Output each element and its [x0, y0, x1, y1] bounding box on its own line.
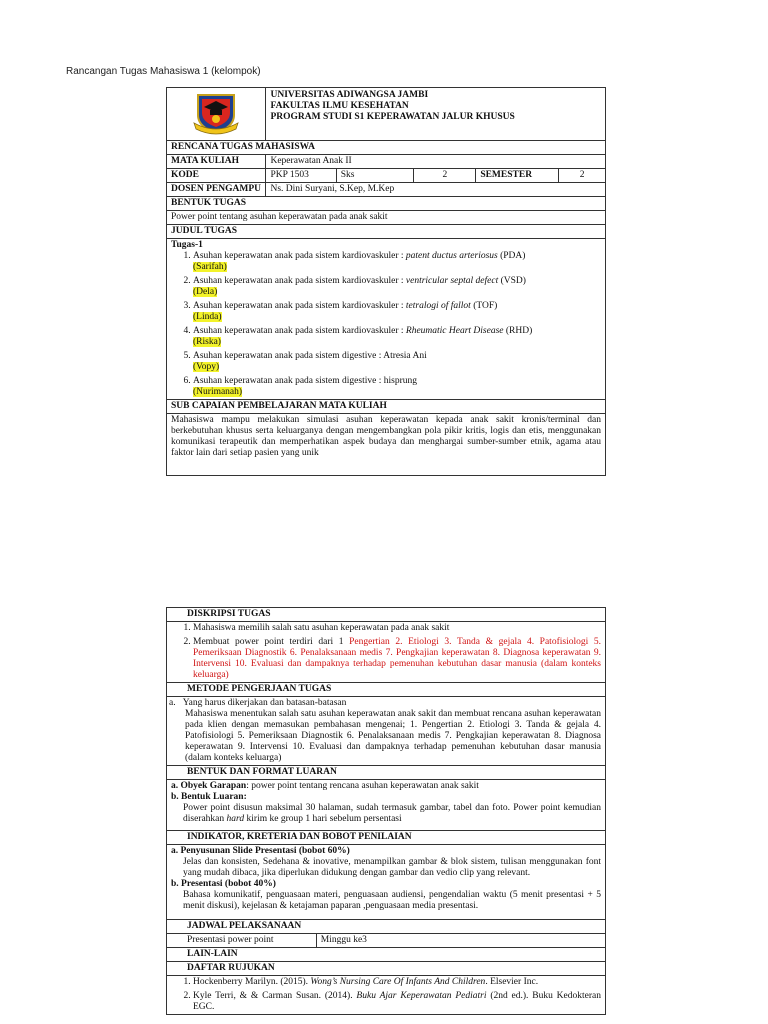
reference-list: [167, 976, 606, 1015]
judul-tugas-heading: JUDUL TUGAS: [167, 225, 606, 239]
mata-kuliah-label: MATA KULIAH: [167, 155, 266, 169]
university-header: [266, 88, 606, 141]
university-name: UNIVERSITAS ADIWANGSA JAMBI: [270, 90, 429, 100]
task-item: 3. Asuhan keperawatan anak pada sistem kardiovaskuler : tetralogi of fallot (TOF) (Linda): [193, 301, 601, 323]
lain-heading: LAIN-LAIN: [167, 948, 606, 962]
deskripsi-red-text: Pengertian 2. Etiologi 3. Tanda & gejala 4. Patofisiologi 5. Pemeriksaan Diagnostik 6. Penalaksanaan medis 7. Pengkajian keperawatan 8. Diagnosa keperawatan 9. Intervensi 10. Evaluasi dan dampaknya terhadap pemenuhan kebutuhan dasar manusia (dalam konteks keluarga): [193, 637, 601, 680]
daftar-rujukan-heading: DAFTAR RUJUKAN: [167, 962, 606, 976]
jadwal-heading: JADWAL PELAKSANAAN: [167, 920, 606, 934]
indikator-text: a. Penyusunan Slide Presentasi (bobot 60%) Jelas dan konsisten, Sedehana & inovative, menampilkan gambar & blok sistem, tulisan menggunakan font yang mudah dibaca, jika diperlukan didukung dengan gambar dan vedio clip yang relevant. b. Presentasi (bobot 40%) Bahasa komunikatif, penguasaan materi, penguasaan audiensi, pengendalian waktu (5 menit presentasi + 5 menit diskusi), kejelasan & ketajaman paparan ,penguasaan media presentasi.: [167, 845, 606, 920]
sub-cp-text: Mahasiswa mampu melakukan simulasi asuhan keperawatan kepada anak sakit kronis/terminal dan berkebutuhan khusus serta keluarganya dengan mengembangkan pola pikir kritis, logis dan etis, menggunakan komunikasi terapeutik dan memperhatikan aspek budaya dan menghargai sumber-sumber etnik, agama atau faktor lain dari setiap pasien yang unik: [167, 414, 606, 476]
task-student-name: (Nurimanah): [193, 387, 243, 397]
indikator-heading: INDIKATOR, KRETERIA DAN BOBOT PENILAIAN: [167, 831, 606, 845]
deskripsi-list: [167, 622, 606, 683]
rencana-heading: RENCANA TUGAS MAHASISWA: [167, 141, 606, 155]
assignment-detail-table: [166, 607, 606, 1015]
task-student-name: (Sarifah): [193, 262, 227, 272]
sub-cp-heading: SUB CAPAIAN PEMBELAJARAN MATA KULIAH: [167, 400, 606, 414]
page-title: Rancangan Tugas Mahasiswa 1 (kelompok): [66, 66, 261, 77]
task-student-name: (Riska): [193, 337, 221, 347]
bentuk-format-heading: BENTUK DAN FORMAT LUARAN: [167, 766, 606, 780]
faculty-name: FAKULTAS ILMU KESEHATAN: [270, 101, 409, 111]
deskripsi-item: 2. Membuat power point terdiri dari 1 Pengertian 2. Etiologi 3. Tanda & gejala 4. Patofisiologi 5. Pemeriksaan Diagnostik 6. Penalaksanaan medis 7. Pengkajian keperawatan 8. Diagnosa keperawatan 9. Intervensi 10. Evaluasi dan dampaknya terhadap pemenuhan kebutuhan dasar manusia (dalam konteks keluarga): [193, 637, 601, 681]
task-list: [171, 251, 601, 398]
bentuk-tugas-text: Power point tentang asuhan keperawatan pada anak sakit: [167, 211, 606, 225]
reference-item: 1. Hockenberry Marilyn. (2015). Wong’s Nursing Care Of Infants And Children. Elsevier Inc.: [193, 977, 601, 988]
bentuk-tugas-heading: BENTUK TUGAS: [167, 197, 606, 211]
metode-heading: METODE PENGERJAAN TUGAS: [167, 683, 606, 697]
task-item: 2. Asuhan keperawatan anak pada sistem kardiovaskuler : ventricular septal defect (VSD) (Dela): [193, 276, 601, 298]
sks-value: 2: [414, 169, 476, 183]
metode-text: a. Yang harus dikerjakan dan batasan-batasan Mahasiswa menentukan salah satu asuhan keperawatan anak sakit dan membuat rencana asuhan keperawatan pada klien dengan memasukan pembahasan mengenai; 1. Pengertian 2. Etiologi 3. Tanda & gejala 4. Patofisiologi 5. Pemeriksaan Diagnostik 6. Penalaksanaan medis 7. Pengkajian keperawatan 8. Diagnosa keperawatan 9. Intervensi 10. Evaluasi dan dampaknya terhadap pemenuhan kebutuhan dasar manusia (dalam konteks keluarga): [167, 697, 606, 766]
kode-value: PKP 1503: [266, 169, 336, 183]
reference-item: 2. Kyle Terri, & & Carman Susan. (2014). Buku Ajar Keperawatan Pediatri (2nd ed.). Buku Kedokteran EGC.: [193, 991, 601, 1013]
university-logo-icon: [190, 89, 242, 135]
semester-value: 2: [559, 169, 606, 183]
deskripsi-heading: DISKRIPSI TUGAS: [167, 608, 606, 622]
task-item: 4. Asuhan keperawatan anak pada sistem kardiovaskuler : Rheumatic Heart Disease (RHD) (Riska): [193, 326, 601, 348]
deskripsi-item: 1. Mahasiswa memilih salah satu asuhan keperawatan pada anak sakit: [193, 623, 601, 634]
university-logo-cell: [167, 88, 266, 141]
task-item: 1. Asuhan keperawatan anak pada sistem kardiovaskuler : patent ductus arteriosus (PDA) (Sarifah): [193, 251, 601, 273]
task-item: 6. Asuhan keperawatan anak pada sistem digestive : hisprung (Nurimanah): [193, 376, 601, 398]
sks-label: Sks: [336, 169, 414, 183]
bentuk-format-text: a. Obyek Garapan: power point tentang rencana asuhan keperawatan anak sakit b. Bentuk Luaran: Power point disusun maksimal 30 halaman, sudah termasuk gambar, tabel dan foto. Power point kemudian diserahkan hard kirim ke group 1 hari sebelum persentasi: [167, 780, 606, 831]
task-student-name: (Linda): [193, 312, 222, 322]
kode-label: KODE: [167, 169, 266, 183]
mata-kuliah-value: Keperawatan Anak II: [266, 155, 606, 169]
task-item: 5. Asuhan keperawatan anak pada sistem digestive : Atresia Ani (Vopy): [193, 351, 601, 373]
task-student-name: (Vopy): [193, 362, 220, 372]
tugas-label: Tugas-1: [171, 240, 203, 250]
program-name: PROGRAM STUDI S1 KEPERAWATAN JALUR KHUSUS: [270, 112, 515, 122]
jadwal-week: Minggu ke3: [316, 934, 605, 948]
dosen-value: Ns. Dini Suryani, S.Kep, M.Kep: [266, 183, 606, 197]
judul-tugas-list: [167, 239, 606, 400]
assignment-plan-table: [166, 87, 606, 476]
dosen-label: DOSEN PENGAMPU: [167, 183, 266, 197]
task-student-name: (Dela): [193, 287, 218, 297]
semester-label: SEMESTER: [476, 169, 559, 183]
jadwal-activity: Presentasi power point: [167, 934, 317, 948]
